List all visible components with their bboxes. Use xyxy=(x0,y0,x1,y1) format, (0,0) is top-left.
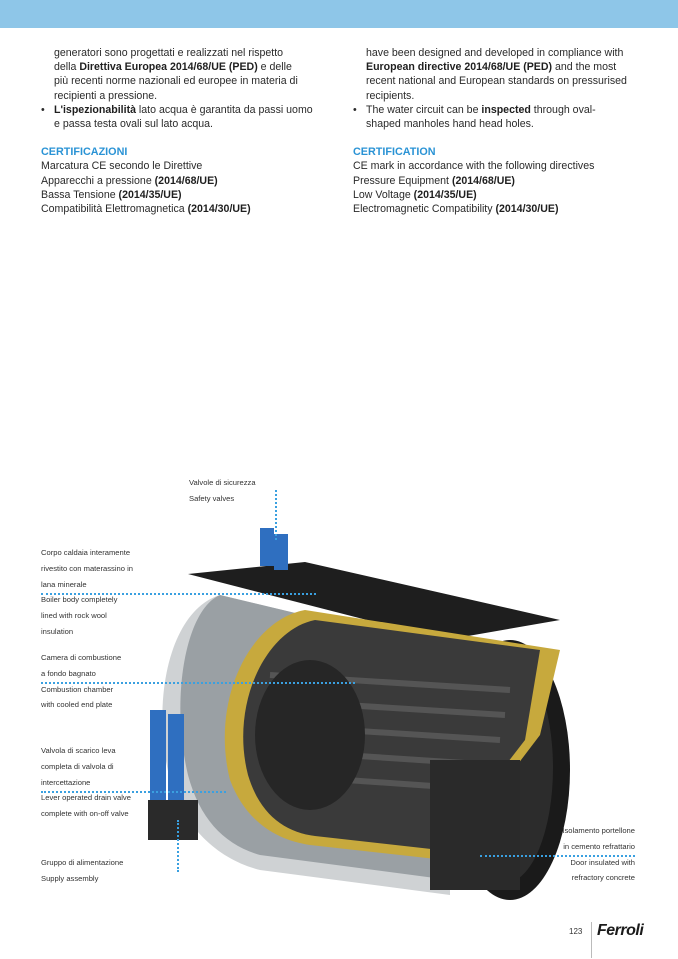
top-color-bar xyxy=(0,0,678,28)
callout-text: Door insulated with xyxy=(570,857,635,867)
callout-text: Supply assembly xyxy=(41,873,99,883)
footer-divider xyxy=(591,922,592,958)
callout-text: Valvola di scarico leva xyxy=(41,746,116,755)
cert-item: Compatibilità Elettromagnetica (2014/30/UE) xyxy=(41,203,251,216)
callout-text: rivestito con materassino in xyxy=(41,563,134,573)
callout-text: Combustion chamber xyxy=(41,684,114,694)
callout-text: Isolamento portellone xyxy=(562,826,635,835)
callout-text: lined with rock wool xyxy=(41,611,107,621)
cert-item: Pressure Equipment (2014/68/UE) xyxy=(353,174,515,187)
intro-line: European directive 2014/68/UE (PED) and the most xyxy=(366,61,617,74)
callout-supply-assembly xyxy=(41,855,123,887)
bullet-item: • L'ispezionabilità lato acqua è garantita da passi uomo xyxy=(41,103,333,117)
callout-text: complete with on-off valve xyxy=(41,809,129,819)
callout-text: in cemento refrattario xyxy=(563,841,635,851)
callout-line xyxy=(275,490,277,540)
callout-text: Boiler body completely xyxy=(41,595,118,605)
callout-text: lana minerale xyxy=(41,579,87,589)
callout-text: with cooled end plate xyxy=(41,700,113,710)
cert-item: Bassa Tensione (2014/35/UE) xyxy=(41,188,182,201)
bullet-item: • The water circuit can be inspected through oval- xyxy=(353,103,645,117)
callout-text: Valvole di sicurezza xyxy=(189,478,256,487)
page-number: 123 xyxy=(569,927,583,936)
cert-intro: CE mark in accordance with the following directives xyxy=(353,160,595,173)
cert-item: Low Voltage (2014/35/UE) xyxy=(353,188,477,201)
intro-line: della Direttiva Europea 2014/68/UE (PED) e delle xyxy=(54,61,292,74)
cert-intro: Marcatura CE secondo le Direttive xyxy=(41,160,203,173)
intro-line: più recenti norme nazionali ed europee in materia di xyxy=(54,75,298,88)
callout-line xyxy=(177,820,179,872)
callout-text: Safety valves xyxy=(189,493,235,503)
callout-text: insulation xyxy=(41,626,74,636)
cert-item: Electromagnetic Compatibility (2014/30/UE) xyxy=(353,203,559,216)
callout-line xyxy=(41,682,355,684)
bullet-continuation: e passa testa ovali sul lato acqua. xyxy=(54,118,214,131)
callout-text: Gruppo di alimentazione xyxy=(41,858,124,867)
callout-text: Corpo caldaia interamente xyxy=(41,548,131,557)
section-heading: CERTIFICAZIONI xyxy=(41,146,128,159)
brand-logo: Ferroli xyxy=(597,922,644,939)
callout-text: refractory concrete xyxy=(571,873,635,883)
callout-line xyxy=(41,791,226,793)
boiler-cutaway-illustration xyxy=(100,500,580,900)
section-heading: CERTIFICATION xyxy=(353,146,436,159)
cert-item: Apparecchi a pressione (2014/68/UE) xyxy=(41,174,218,187)
intro-line: generatori sono progettati e realizzati nel rispetto xyxy=(54,47,284,59)
left-text-column xyxy=(41,46,333,216)
bullet-continuation: shaped manholes hand head holes. xyxy=(366,118,534,131)
callout-line xyxy=(480,855,635,857)
intro-line: recipienti a pressione. xyxy=(54,89,158,102)
callout-text: completa di valvola di xyxy=(41,761,114,771)
intro-line: have been designed and developed in compliance with xyxy=(366,47,624,59)
callout-text: Lever operated drain valve xyxy=(41,793,131,803)
callout-text: a fondo bagnato xyxy=(41,668,96,678)
intro-line: recipients. xyxy=(366,89,415,102)
callout-text: Camera di combustione xyxy=(41,653,122,662)
callout-text: intercettazione xyxy=(41,777,91,787)
callout-safety-valves xyxy=(189,475,256,507)
callout-line xyxy=(41,593,316,595)
callout-drain-valve xyxy=(41,743,131,822)
intro-line: recent national and European standards on pressurised xyxy=(366,75,627,88)
right-text-column xyxy=(353,46,645,216)
